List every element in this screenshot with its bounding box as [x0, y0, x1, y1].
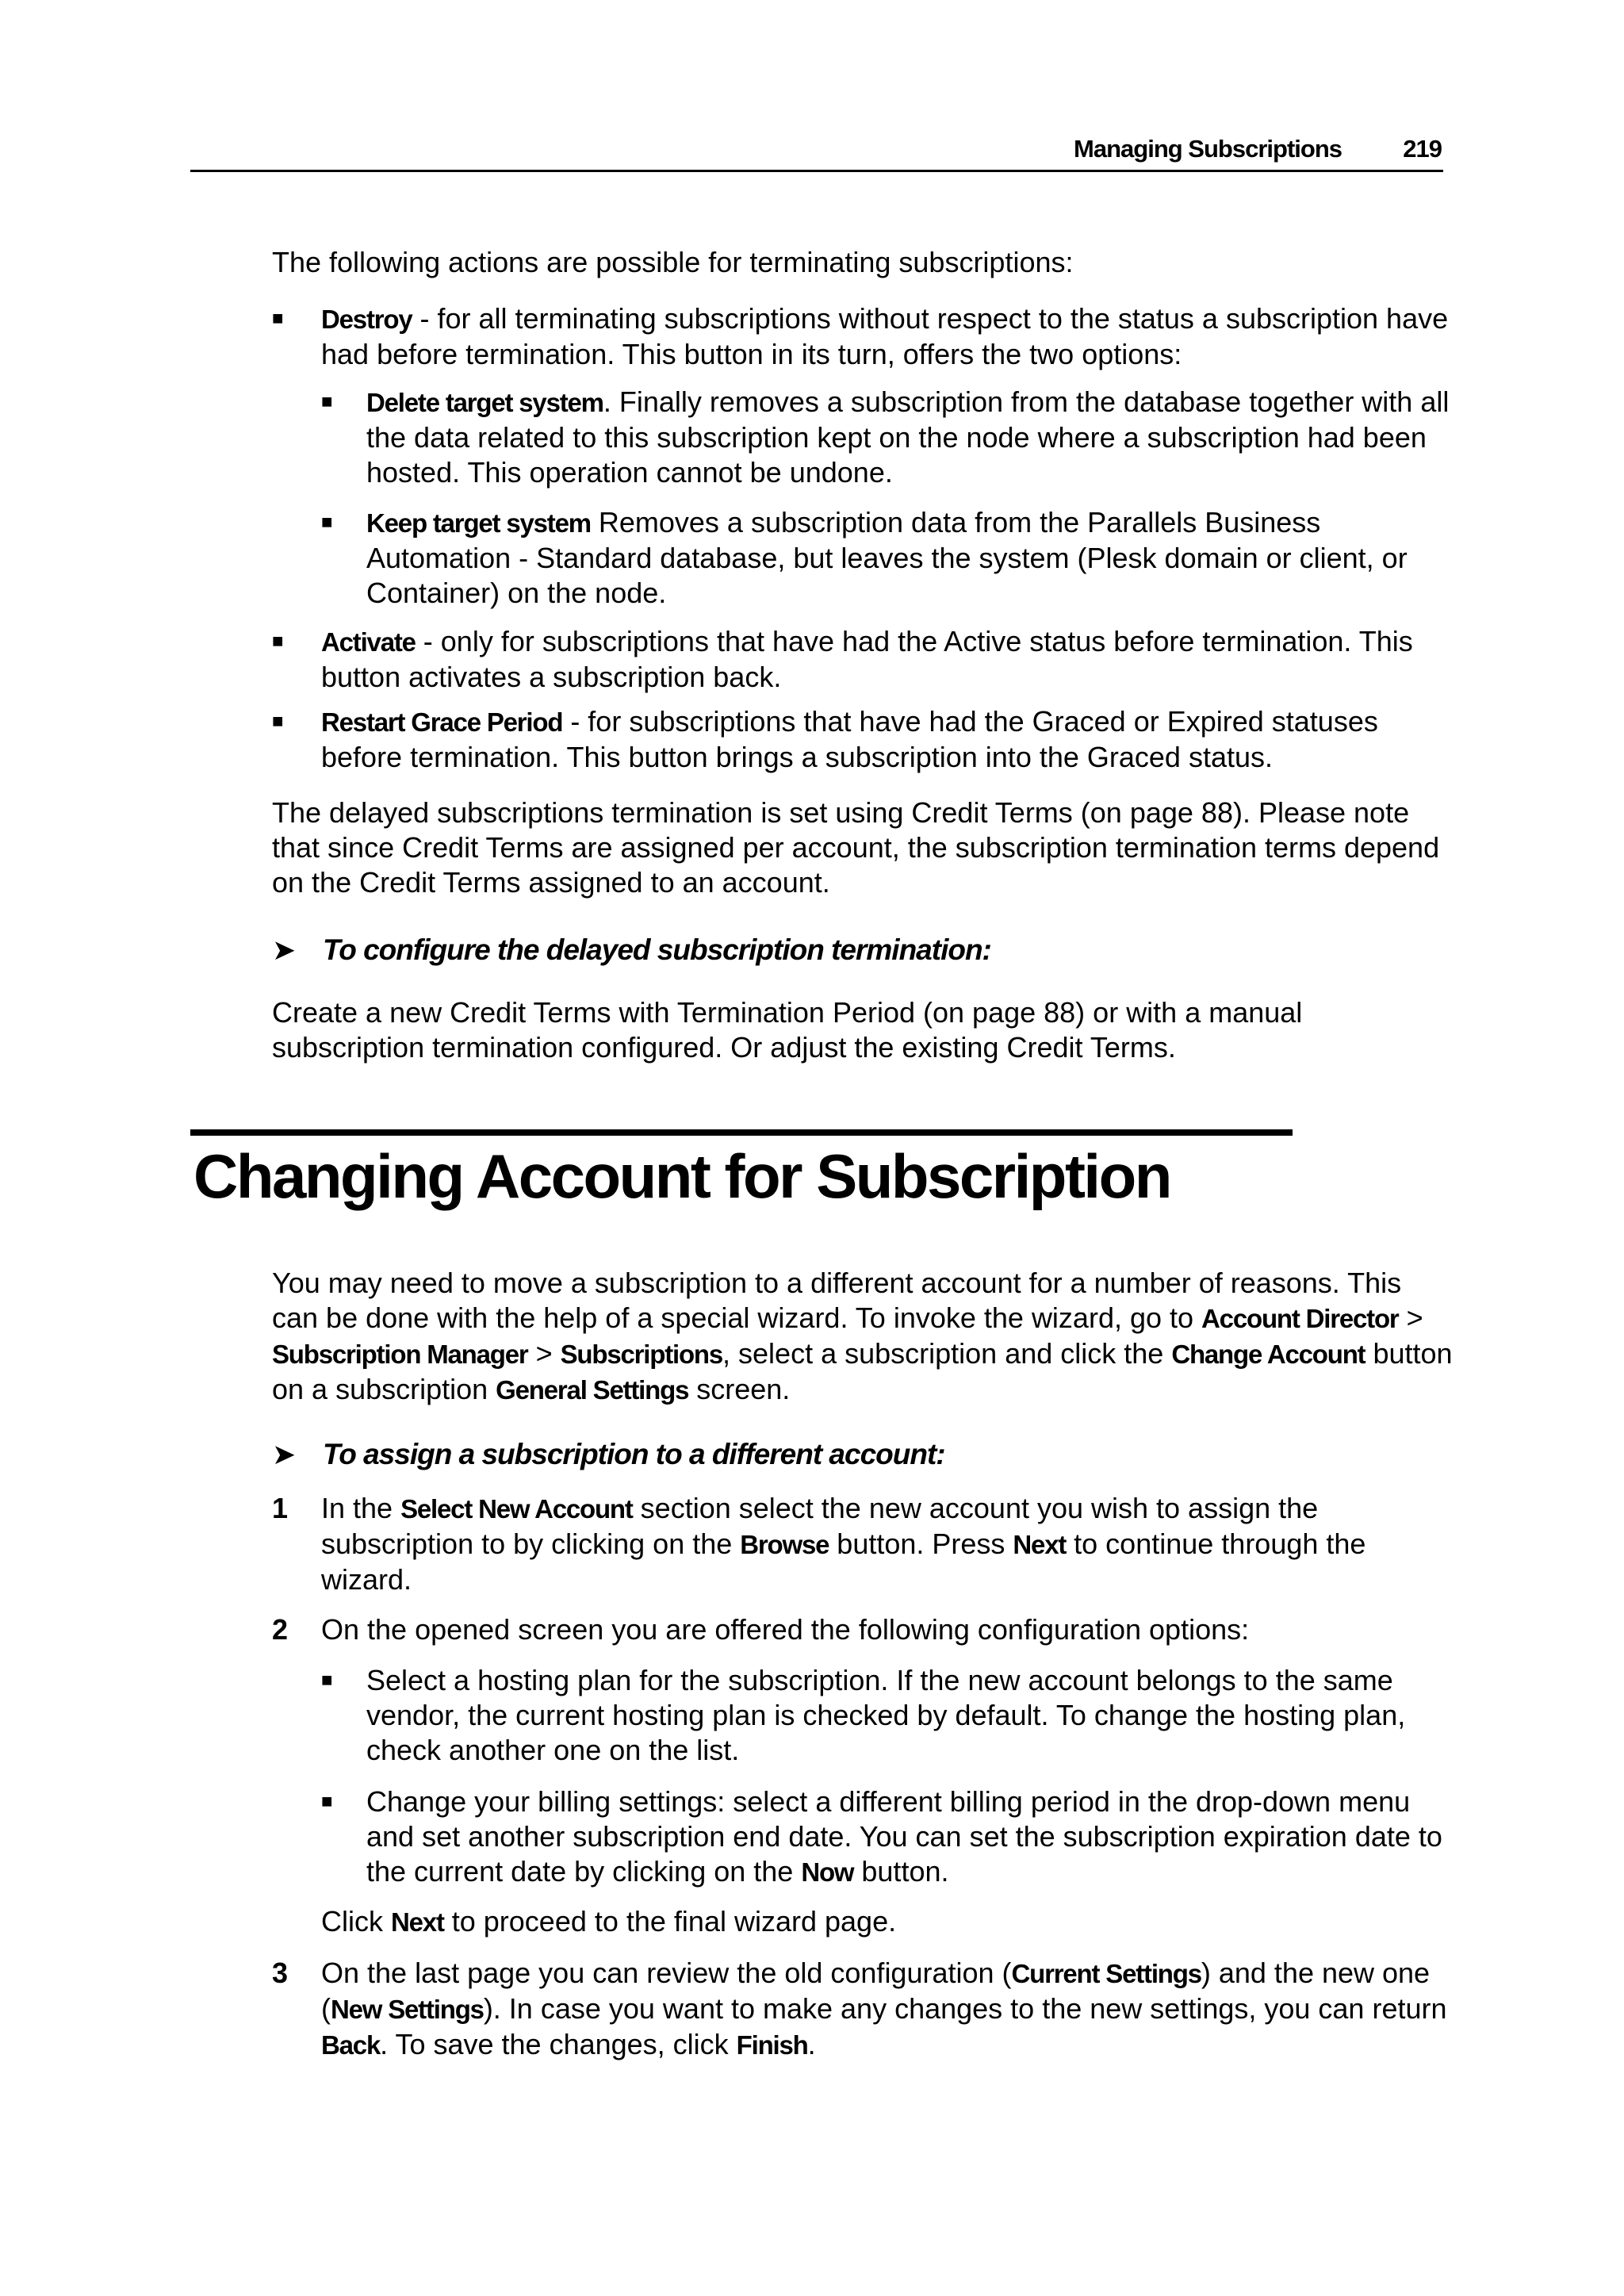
procedure-configure-text: Create a new Credit Terms with Termination Period (on page 88) or with a manual subscription termination configured. Or adjust the existing Credit Terms.: [272, 996, 1303, 1064]
step-2: 2 On the opened screen you are offered the following configuration options:: [272, 1613, 1250, 1646]
ui-ref-account-director: Account Director: [1201, 1304, 1399, 1333]
ui-ref-subscription-manager: Subscription Manager: [272, 1340, 528, 1369]
procedure-assign-account: [272, 1438, 1382, 1473]
ui-ref-subscriptions: Subscriptions: [560, 1340, 723, 1369]
header-title: Managing Subscriptions: [1074, 135, 1342, 163]
ui-ref-next: Next: [391, 1907, 444, 1937]
activate-label: Activate: [321, 627, 416, 657]
heading-rule: [190, 1129, 1293, 1136]
ui-ref-general-settings: General Settings: [496, 1375, 689, 1405]
bullet-square-icon: ■: [272, 711, 284, 732]
section-heading: Changing Account for Subscription: [193, 1141, 1170, 1211]
subbullet-delete-target: ■ Delete target system. Finally removes a subscription from the database together with all the data related to this subscription kept on the node where a subscription had been hosted. This operation cannot be undone.: [321, 385, 1450, 489]
bullet-square-icon: ■: [272, 631, 284, 652]
ui-ref-current-settings: Current Settings: [1011, 1959, 1201, 1988]
ui-ref-now: Now: [801, 1857, 854, 1887]
termination-intro: The following actions are possible for terminating subscriptions:: [272, 246, 1074, 278]
subbullet-keep-target: ■ Keep target system Removes a subscription data from the Parallels Business Automation - Standard database, but leaves the system (Plesk domain or client, or Container) on the node.: [321, 506, 1408, 609]
page-number: 219: [1403, 135, 1442, 163]
bullet-restart-grace: ■ Restart Grace Period - for subscriptions that have had the Graced or Expired statuses before termination. This button brings a subscription into the Graced status.: [272, 705, 1378, 773]
procedure-title: To assign a subscription to a different account:: [323, 1438, 945, 1470]
keep-target-label: Keep target system: [366, 508, 591, 538]
ui-ref-change-account: Change Account: [1171, 1340, 1365, 1369]
ui-ref-next: Next: [1013, 1530, 1067, 1559]
step-number: 2: [272, 1613, 289, 1646]
bullet-square-icon: ■: [272, 308, 284, 329]
procedure-configure-termination: [272, 933, 1382, 968]
ui-ref-browse: Browse: [740, 1530, 829, 1559]
step2-click-next: Click Next to proceed to the final wizard page.: [321, 1905, 897, 1938]
arrow-right-icon: ➤: [272, 933, 296, 966]
delete-target-label: Delete target system: [366, 388, 603, 417]
ui-ref-new-settings: New Settings: [331, 1995, 484, 2024]
bullet-activate: ■ Activate - only for subscriptions that have had the Active status before termination. This button activates a subscription back.: [272, 625, 1413, 693]
step2-bullet-hosting-plan: ■ Select a hosting plan for the subscription. If the new account belongs to the same vendor, the current hosting plan is checked by default. To change the hosting plan, check another one on the list.: [321, 1664, 1406, 1766]
step-number: 1: [272, 1492, 289, 1524]
change-account-intro: You may need to move a subscription to a different account for a number of reasons. This can be done with the help of a special wizard. To invoke the wizard, go to Account Director > Subscription Manager > Subscriptions, select a subscription and click the Change Account button on a subscription General Settings screen.: [272, 1267, 1453, 1405]
step-1: 1 In the Select New Account section select the new account you wish to assign the subscription to by clicking on the Browse button. Press Next to continue through the wizard.: [272, 1492, 1366, 1596]
bullet-square-icon: ■: [321, 1669, 333, 1691]
restart-grace-label: Restart Grace Period: [321, 707, 563, 737]
step-3: 3 On the last page you can review the old configuration (Current Settings) and the new one (New Settings). In case you want to make any changes to the new settings, you can return Back. To save the changes, click Finish.: [272, 1957, 1447, 2060]
bullet-destroy: ■ Destroy - for all terminating subscriptions without respect to the status a subscription have had before termination. This button in its turn, offers the two options:: [272, 302, 1449, 370]
bullet-square-icon: ■: [321, 512, 333, 533]
bullet-square-icon: ■: [321, 391, 333, 412]
ui-ref-back: Back: [321, 2030, 381, 2060]
arrow-right-icon: ➤: [272, 1438, 296, 1470]
destroy-label: Destroy: [321, 305, 412, 334]
ui-ref-select-new-account: Select New Account: [400, 1494, 633, 1524]
running-header: [190, 135, 1443, 172]
step-number: 3: [272, 1957, 289, 1989]
bullet-square-icon: ■: [321, 1791, 333, 1812]
delayed-termination-paragraph: The delayed subscriptions termination is set using Credit Terms (on page 88). Please note that since Credit Terms are assigned per account, the subscription termination terms depend on the Credit Terms assigned to an account.: [272, 796, 1440, 899]
ui-ref-finish: Finish: [736, 2030, 808, 2060]
step2-bullet-billing: ■ Change your billing settings: select a different billing period in the drop-down menu and set another subscription end date. You can set the subscription expiration date to the current date by clicking on the Now button.: [321, 1785, 1442, 1888]
procedure-title: To configure the delayed subscription termination:: [323, 933, 991, 966]
